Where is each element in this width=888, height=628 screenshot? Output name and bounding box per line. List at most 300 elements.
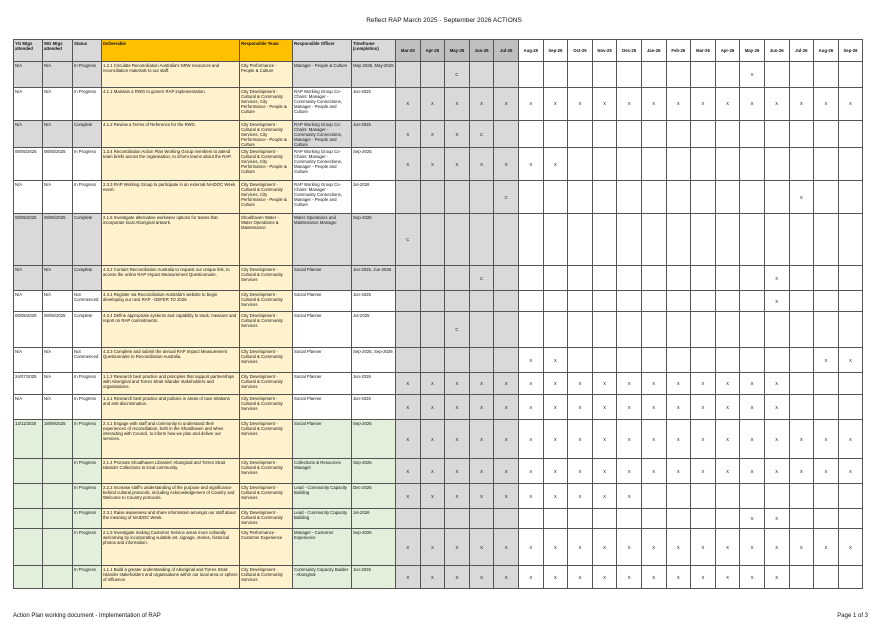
cell-month-mark: X xyxy=(740,395,765,420)
cell-month-mark: X xyxy=(469,420,494,459)
cell-month-mark xyxy=(789,291,814,312)
cell-wg-meetings xyxy=(43,509,73,529)
cell-wg-meetings xyxy=(43,459,73,484)
cell-month-mark xyxy=(592,62,617,88)
cell-responsible-team: City Development - Cultural & Community Services, City Performance - People & Culture xyxy=(240,121,293,148)
cell-month-mark: X xyxy=(469,88,494,121)
cell-month-mark xyxy=(838,395,863,420)
cell-month-mark xyxy=(518,312,543,348)
cell-yg-meetings xyxy=(14,509,43,529)
table-row xyxy=(14,348,863,373)
cell-yg-meetings: N/A xyxy=(14,348,43,373)
header-month: Jun-25 xyxy=(469,40,494,62)
cell-month-mark xyxy=(764,484,789,509)
cell-timeframe: Sep-2026 xyxy=(352,459,396,484)
cell-yg-meetings xyxy=(14,484,43,509)
cell-deliverable: 2.3.3 RAP Working Group to participate in an external NAIDOC Week event. xyxy=(102,181,240,214)
cell-responsible-officer: Lead - Community Capacity Building xyxy=(293,484,352,509)
cell-wg-meetings: 08/05/2025 xyxy=(43,214,73,266)
cell-timeframe: Jun-2026 xyxy=(352,395,396,420)
cell-month-mark: X xyxy=(740,88,765,121)
cell-responsible-officer: Social Planner xyxy=(293,395,352,420)
cell-month-mark xyxy=(838,266,863,291)
cell-month-mark: X xyxy=(617,373,642,395)
action-plan-table xyxy=(13,39,863,589)
cell-wg-meetings: 18/09/2025 xyxy=(43,420,73,459)
cell-month-mark: X xyxy=(396,420,421,459)
cell-month-mark xyxy=(592,266,617,291)
header-month: Jan-26 xyxy=(641,40,666,62)
header-row xyxy=(14,40,863,62)
cell-month-mark: X xyxy=(838,348,863,373)
cell-responsible-team: City Development - Cultural & Community Services xyxy=(240,373,293,395)
cell-month-mark xyxy=(764,62,789,88)
header-month: Mar-25 xyxy=(396,40,421,62)
cell-month-mark: X xyxy=(494,395,519,420)
cell-status: Complete xyxy=(73,266,102,291)
cell-responsible-team: City Development - Cultural & Community Services xyxy=(240,312,293,348)
cell-responsible-team: City Development - Cultural & Community Services xyxy=(240,484,293,509)
cell-month-mark xyxy=(543,62,568,88)
cell-month-mark: X xyxy=(740,509,765,529)
cell-month-mark xyxy=(420,181,445,214)
cell-month-mark xyxy=(445,181,470,214)
header-month: Apr-25 xyxy=(420,40,445,62)
cell-month-mark: X xyxy=(740,373,765,395)
header-month: Aug-26 xyxy=(814,40,839,62)
cell-month-mark: X xyxy=(469,484,494,509)
cell-month-mark xyxy=(568,214,593,266)
cell-status: In Progress xyxy=(73,148,102,181)
cell-month-mark: X xyxy=(764,509,789,529)
cell-month-mark xyxy=(838,566,863,589)
cell-month-mark xyxy=(838,148,863,181)
cell-month-mark xyxy=(420,214,445,266)
cell-month-mark: X xyxy=(740,420,765,459)
cell-month-mark: X xyxy=(789,181,814,214)
cell-month-mark: X xyxy=(445,420,470,459)
cell-month-mark xyxy=(764,348,789,373)
cell-responsible-team: City Development - Cultural & Community Services xyxy=(240,459,293,484)
cell-month-mark xyxy=(789,484,814,509)
cell-month-mark xyxy=(568,291,593,312)
cell-month-mark: X xyxy=(814,348,839,373)
cell-month-mark xyxy=(789,566,814,589)
cell-month-mark: X xyxy=(592,88,617,121)
cell-month-mark: X xyxy=(445,484,470,509)
cell-month-mark xyxy=(838,214,863,266)
cell-responsible-team: City Development - Cultural & Community Services xyxy=(240,291,293,312)
cell-month-mark xyxy=(715,214,740,266)
cell-month-mark: X xyxy=(641,420,666,459)
cell-responsible-team: City Development - Cultural & Community Services xyxy=(240,395,293,420)
cell-month-mark: X xyxy=(666,395,691,420)
cell-month-mark xyxy=(814,214,839,266)
cell-month-mark: X xyxy=(469,566,494,589)
table-row xyxy=(14,420,863,459)
cell-deliverable: 4.2.4 Define appropriate systems and capability to track, measure and report on RAP commitments. xyxy=(102,312,240,348)
cell-responsible-officer: Collections & Resources Manager xyxy=(293,459,352,484)
cell-month-mark: X xyxy=(494,420,519,459)
cell-month-mark xyxy=(691,509,716,529)
cell-month-mark xyxy=(518,266,543,291)
cell-deliverable: 4.3.3 Complete and submit the annual RAP Impact Measurement Questionnaire to Reconciliation Australia. xyxy=(102,348,240,373)
cell-yg-meetings: N/A xyxy=(14,266,43,291)
cell-month-mark: X xyxy=(666,373,691,395)
document-title: Reflect RAP March 2025 - September 2026 ACTIONS xyxy=(366,17,522,24)
cell-month-mark: X xyxy=(420,459,445,484)
cell-responsible-officer: Social Planner xyxy=(293,348,352,373)
cell-timeframe: Jul-2026 xyxy=(352,509,396,529)
cell-month-mark xyxy=(715,266,740,291)
header-month: May-25 xyxy=(445,40,470,62)
cell-month-mark xyxy=(814,121,839,148)
cell-month-mark: X xyxy=(420,121,445,148)
cell-month-mark xyxy=(814,373,839,395)
cell-month-mark: X xyxy=(764,373,789,395)
cell-month-mark xyxy=(691,348,716,373)
cell-month-mark xyxy=(789,62,814,88)
cell-status: In Progress xyxy=(73,373,102,395)
cell-month-mark xyxy=(814,62,839,88)
cell-month-mark: X xyxy=(518,148,543,181)
cell-responsible-officer: Social Planner xyxy=(293,420,352,459)
cell-month-mark: X xyxy=(445,529,470,566)
cell-month-mark xyxy=(641,509,666,529)
cell-responsible-officer: Manager - Customer Experience xyxy=(293,529,352,566)
cell-month-mark xyxy=(838,312,863,348)
cell-timeframe: Jun-2025 xyxy=(352,121,396,148)
cell-wg-meetings: N/A xyxy=(43,291,73,312)
cell-month-mark: X xyxy=(764,88,789,121)
cell-month-mark: X xyxy=(396,121,421,148)
cell-month-mark xyxy=(518,181,543,214)
cell-month-mark xyxy=(740,291,765,312)
cell-month-mark: X xyxy=(691,88,716,121)
cell-month-mark xyxy=(420,348,445,373)
cell-month-mark xyxy=(789,395,814,420)
cell-month-mark xyxy=(617,266,642,291)
cell-responsible-officer: RAP Working Group Co-Chairs: Manager - Community Connections, Manager - People and Culture xyxy=(293,88,352,121)
cell-month-mark xyxy=(838,373,863,395)
cell-month-mark xyxy=(518,62,543,88)
cell-responsible-officer: Water Operations and Maintenance Manager xyxy=(293,214,352,266)
cell-responsible-team: City Development - Cultural & Community Services xyxy=(240,566,293,589)
cell-month-mark xyxy=(543,266,568,291)
cell-month-mark xyxy=(445,214,470,266)
cell-responsible-officer: Social Planner xyxy=(293,373,352,395)
cell-month-mark xyxy=(469,181,494,214)
cell-month-mark: X xyxy=(420,88,445,121)
cell-month-mark: C xyxy=(469,266,494,291)
cell-month-mark xyxy=(814,181,839,214)
cell-responsible-team: City Performance - People & Culture xyxy=(240,62,293,88)
cell-month-mark xyxy=(543,181,568,214)
cell-responsible-team: City Development - Cultural & Community Services xyxy=(240,509,293,529)
cell-month-mark xyxy=(494,348,519,373)
cell-month-mark xyxy=(641,348,666,373)
cell-month-mark: X xyxy=(641,529,666,566)
cell-month-mark: X xyxy=(617,395,642,420)
cell-month-mark: X xyxy=(445,88,470,121)
cell-month-mark xyxy=(543,121,568,148)
cell-month-mark xyxy=(641,148,666,181)
cell-month-mark xyxy=(814,566,839,589)
header-month: Dec-25 xyxy=(617,40,642,62)
table-row xyxy=(14,395,863,420)
cell-month-mark xyxy=(494,266,519,291)
cell-month-mark: X xyxy=(691,420,716,459)
cell-deliverable: 1.1.2 Research best practice and principles that support partnerships with Aboriginal and Torres Strait Islander stakeholders and organisations. xyxy=(102,373,240,395)
cell-month-mark xyxy=(617,312,642,348)
cell-status: In Progress xyxy=(73,529,102,566)
cell-month-mark xyxy=(568,121,593,148)
cell-deliverable: 2.1.9 Investigate making Customer Service areas more culturally welcoming by incorporating suitable art, signage, stories, historical photos and information. xyxy=(102,529,240,566)
cell-month-mark xyxy=(396,266,421,291)
cell-month-mark: X xyxy=(543,459,568,484)
cell-month-mark xyxy=(691,266,716,291)
cell-month-mark xyxy=(592,121,617,148)
cell-responsible-officer: Manager - People & Culture xyxy=(293,62,352,88)
cell-month-mark: X xyxy=(764,266,789,291)
cell-month-mark xyxy=(838,181,863,214)
header-month: Mar-26 xyxy=(691,40,716,62)
cell-month-mark: X xyxy=(518,566,543,589)
cell-month-mark: X xyxy=(568,88,593,121)
cell-status: In Progress xyxy=(73,566,102,589)
cell-month-mark xyxy=(617,121,642,148)
cell-wg-meetings: N/A xyxy=(43,266,73,291)
cell-month-mark xyxy=(789,121,814,148)
cell-month-mark: X xyxy=(494,529,519,566)
cell-responsible-team: City Development - Cultural & Community Services xyxy=(240,266,293,291)
table-row xyxy=(14,509,863,529)
table-row xyxy=(14,181,863,214)
cell-month-mark: X xyxy=(494,373,519,395)
cell-month-mark xyxy=(592,214,617,266)
cell-month-mark: C xyxy=(445,62,470,88)
cell-month-mark xyxy=(691,181,716,214)
table-row xyxy=(14,62,863,88)
cell-wg-meetings: 08/05/2025 xyxy=(43,148,73,181)
cell-month-mark xyxy=(691,121,716,148)
cell-status: In Progress xyxy=(73,484,102,509)
cell-status: In Progress xyxy=(73,181,102,214)
table-row xyxy=(14,312,863,348)
cell-month-mark xyxy=(838,291,863,312)
cell-month-mark xyxy=(740,266,765,291)
cell-deliverable: 2.3.1 Raise awareness and share information amongst our staff about the meaning of NAIDOC Week. xyxy=(102,509,240,529)
cell-month-mark xyxy=(666,509,691,529)
cell-deliverable: 4.1.1 Maintain a RWG to govern RAP implementation. xyxy=(102,88,240,121)
cell-month-mark: X xyxy=(518,348,543,373)
cell-wg-meetings: N/A xyxy=(43,88,73,121)
cell-timeframe: Sep-2026 xyxy=(352,420,396,459)
cell-month-mark xyxy=(838,484,863,509)
cell-month-mark xyxy=(691,291,716,312)
cell-month-mark xyxy=(445,348,470,373)
cell-yg-meetings: 24/07/2025 xyxy=(14,373,43,395)
cell-month-mark: X xyxy=(617,529,642,566)
cell-month-mark: X xyxy=(691,373,716,395)
cell-month-mark: X xyxy=(518,484,543,509)
cell-month-mark xyxy=(568,62,593,88)
cell-month-mark: X xyxy=(740,529,765,566)
cell-month-mark: X xyxy=(617,459,642,484)
cell-month-mark xyxy=(592,148,617,181)
cell-deliverable: 2.1.6 Investigate alternative workwear options for teams that incorporate local Aboriginal artwork. xyxy=(102,214,240,266)
cell-month-mark xyxy=(715,291,740,312)
cell-month-mark xyxy=(691,484,716,509)
cell-wg-meetings: N/A xyxy=(43,395,73,420)
cell-yg-meetings xyxy=(14,566,43,589)
header-month: Aug-25 xyxy=(518,40,543,62)
cell-month-mark: X xyxy=(543,566,568,589)
table-row xyxy=(14,88,863,121)
table-row xyxy=(14,291,863,312)
cell-month-mark xyxy=(396,509,421,529)
cell-month-mark xyxy=(764,121,789,148)
cell-month-mark: X xyxy=(740,566,765,589)
cell-responsible-officer: RAP Working Group Co-Chairs: Manager - Community Connections, Manager - People and Culture xyxy=(293,181,352,214)
cell-month-mark: X xyxy=(518,459,543,484)
cell-month-mark xyxy=(666,312,691,348)
cell-month-mark: X xyxy=(592,420,617,459)
cell-month-mark: X xyxy=(617,420,642,459)
cell-month-mark xyxy=(518,509,543,529)
cell-month-mark: X xyxy=(445,121,470,148)
cell-month-mark: X xyxy=(715,420,740,459)
cell-wg-meetings: N/A xyxy=(43,373,73,395)
cell-month-mark xyxy=(715,484,740,509)
cell-month-mark: X xyxy=(691,566,716,589)
cell-month-mark: X xyxy=(568,373,593,395)
cell-month-mark xyxy=(469,214,494,266)
cell-month-mark xyxy=(617,509,642,529)
cell-month-mark xyxy=(814,266,839,291)
cell-month-mark: X xyxy=(568,420,593,459)
cell-month-mark: X xyxy=(445,459,470,484)
cell-status: Not Commenced xyxy=(73,348,102,373)
cell-month-mark: X xyxy=(764,395,789,420)
cell-month-mark: X xyxy=(543,529,568,566)
footer-document-name: Action Plan working document - Implementation of RAP xyxy=(13,613,161,619)
cell-month-mark: X xyxy=(715,395,740,420)
cell-status: In Progress xyxy=(73,62,102,88)
cell-month-mark: X xyxy=(666,420,691,459)
cell-month-mark xyxy=(469,312,494,348)
cell-responsible-team: City Development - Cultural & Community Services, City Performance - People & Culture xyxy=(240,181,293,214)
cell-yg-meetings: N/A xyxy=(14,395,43,420)
cell-month-mark xyxy=(666,291,691,312)
header-responsible-officer: Responsible Officer xyxy=(293,40,352,62)
cell-month-mark xyxy=(666,121,691,148)
cell-month-mark: C xyxy=(445,312,470,348)
header-month: Sep-26 xyxy=(838,40,863,62)
cell-month-mark xyxy=(518,291,543,312)
cell-wg-meetings: 08/05/2025 xyxy=(43,312,73,348)
cell-wg-meetings: N/A xyxy=(43,348,73,373)
header-deliverable: Deliverable xyxy=(102,40,240,62)
cell-status: Complete xyxy=(73,214,102,266)
cell-responsible-officer: Community Capacity Builder - Aboriginal xyxy=(293,566,352,589)
cell-deliverable: 4.3.2 Contact Reconciliation Australia to request our unique link, to access the online RAP Impact Measurement Questionnaire. xyxy=(102,266,240,291)
header-timeframe: Timeframe (completion) xyxy=(352,40,396,62)
table-row xyxy=(14,459,863,484)
cell-yg-meetings: 08/05/2025 xyxy=(14,312,43,348)
cell-month-mark: X xyxy=(396,88,421,121)
cell-month-mark xyxy=(396,312,421,348)
cell-responsible-officer: RAP Working Group Co-Chairs: Manager - Community Connections, Manager - People and Culture xyxy=(293,121,352,148)
cell-month-mark xyxy=(814,312,839,348)
header-month: Jun-26 xyxy=(764,40,789,62)
cell-month-mark: X xyxy=(518,395,543,420)
cell-month-mark xyxy=(568,148,593,181)
cell-month-mark xyxy=(420,62,445,88)
cell-deliverable: 2.2.2 Increase staff's understanding of the purpose and significance behind cultural protocols, including Acknowledgement of Country and Welcome to Country protocols. xyxy=(102,484,240,509)
cell-responsible-team: City Development - Cultural & Community Services xyxy=(240,348,293,373)
cell-responsible-team: City Development - Cultural & Community Services, City Performance - People & Culture xyxy=(240,148,293,181)
cell-month-mark xyxy=(543,291,568,312)
cell-month-mark: X xyxy=(445,395,470,420)
cell-month-mark: X xyxy=(641,373,666,395)
cell-month-mark xyxy=(715,148,740,181)
cell-month-mark xyxy=(814,395,839,420)
cell-month-mark: X xyxy=(445,373,470,395)
cell-month-mark xyxy=(715,348,740,373)
cell-status: In Progress xyxy=(73,88,102,121)
cell-month-mark: X xyxy=(666,459,691,484)
cell-month-mark xyxy=(396,181,421,214)
cell-month-mark: X xyxy=(396,148,421,181)
cell-month-mark: X xyxy=(543,88,568,121)
cell-month-mark xyxy=(789,312,814,348)
cell-month-mark: X xyxy=(814,459,839,484)
cell-month-mark xyxy=(838,62,863,88)
cell-month-mark: X xyxy=(789,459,814,484)
cell-month-mark xyxy=(789,348,814,373)
cell-yg-meetings: N/A xyxy=(14,291,43,312)
table-row xyxy=(14,121,863,148)
cell-responsible-officer: Lead - Community Capacity Building xyxy=(293,509,352,529)
cell-month-mark: X xyxy=(543,395,568,420)
cell-month-mark xyxy=(641,214,666,266)
cell-month-mark: X xyxy=(469,395,494,420)
cell-month-mark: X xyxy=(838,459,863,484)
cell-month-mark xyxy=(814,484,839,509)
cell-month-mark xyxy=(568,266,593,291)
cell-month-mark xyxy=(420,312,445,348)
cell-month-mark xyxy=(469,348,494,373)
cell-month-mark xyxy=(494,214,519,266)
cell-deliverable: 1.3.4 Reconciliation Action Plan Working Group members to attend team briefs across the organisation, to inform teams about the RAP. xyxy=(102,148,240,181)
cell-month-mark: X xyxy=(420,373,445,395)
cell-month-mark: X xyxy=(469,373,494,395)
cell-month-mark xyxy=(740,181,765,214)
cell-month-mark xyxy=(617,148,642,181)
cell-month-mark: X xyxy=(543,373,568,395)
cell-month-mark: X xyxy=(789,420,814,459)
cell-month-mark: X xyxy=(494,148,519,181)
cell-yg-meetings xyxy=(14,529,43,566)
cell-month-mark: X xyxy=(543,420,568,459)
cell-month-mark: X xyxy=(396,529,421,566)
cell-month-mark xyxy=(396,62,421,88)
cell-month-mark: X xyxy=(691,529,716,566)
cell-month-mark xyxy=(568,509,593,529)
cell-month-mark: X xyxy=(420,529,445,566)
cell-month-mark: X xyxy=(789,529,814,566)
